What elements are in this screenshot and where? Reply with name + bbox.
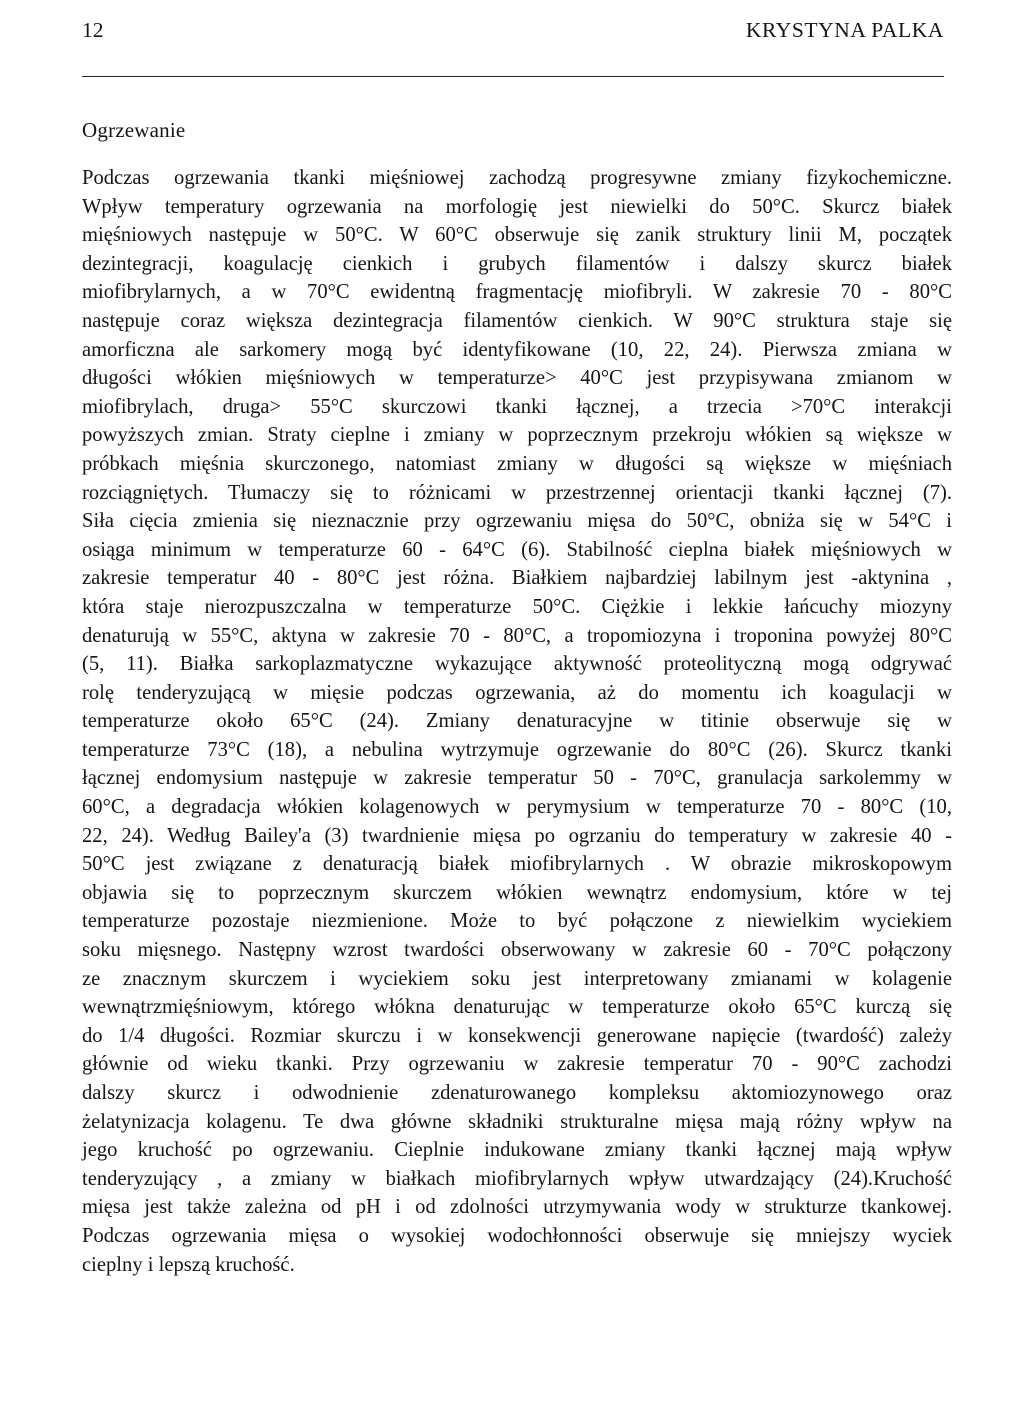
text-line: próbkach mięśnia skurczonego, natomiast zmiany w długości są większe w mięśniach bbox=[82, 452, 952, 475]
text-line: soku mięsnego. Następny wzrost twardości obserwowany w zakresie 60 - 70°C połączony bbox=[82, 939, 952, 962]
header-rule bbox=[82, 76, 944, 77]
text-line: długości włókien mięśniowych w temperaturze> 40°C jest przypisywana zmianom w bbox=[82, 367, 952, 390]
text-line: rolę tenderyzującą w mięsie podczas ogrzewania, aż do momentu ich koagulacji w bbox=[82, 681, 952, 704]
text-line: amorficzna ale sarkomery mogą być identyfikowane (10, 22, 24). Pierwsza zmiana w bbox=[82, 338, 952, 361]
text-line: temperaturze około 65°C (24). Zmiany denaturacyjne w titinie obserwuje się w bbox=[82, 710, 952, 733]
text-line: żelatynizacja kolagenu. Te dwa główne składniki strukturalne mięsa mają różny wpływ na bbox=[82, 1110, 952, 1133]
page-number: 12 bbox=[82, 18, 104, 42]
text-line: łącznej endomysium następuje w zakresie temperatur 50 - 70°C, granulacja sarkolemmy w bbox=[82, 767, 952, 790]
text-line: głównie od wieku tkanki. Przy ogrzewaniu w zakresie temperatur 70 - 90°C zachodzi bbox=[82, 1053, 952, 1076]
text-line: Podczas ogrzewania mięsa o wysokiej wodochłonności obserwuje się mniejszy wyciek bbox=[82, 1224, 952, 1247]
text-line: jego kruchość po ogrzewaniu. Cieplnie indukowane zmiany tkanki łącznej mają wpływ bbox=[82, 1139, 952, 1162]
text-line: temperaturze 73°C (18), a nebulina wytrzymuje ogrzewanie do 80°C (26). Skurcz tkanki bbox=[82, 738, 952, 761]
text-line: ze znacznym skurczem i wyciekiem soku jest interpretowany zmianami w kolagenie bbox=[82, 967, 952, 990]
text-line: tenderyzujący , a zmiany w białkach miofibrylarnych wpływ utwardzający (24).Kruchość bbox=[82, 1167, 952, 1190]
running-header bbox=[82, 14, 944, 46]
text-line: 60°C, a degradacja włókien kolagenowych w perymysium w temperaturze 70 - 80°C (10, bbox=[82, 796, 952, 819]
text-line: dezintegracji, koagulację cienkich i grubych filamentów i dalszy skurcz białek bbox=[82, 252, 952, 275]
section-heading: Ogrzewanie bbox=[82, 118, 186, 142]
text-line: która staje nierozpuszczalna w temperaturze 50°C. Ciężkie i lekkie łańcuchy miozyny bbox=[82, 595, 952, 618]
text-line: mięśniowych następuje w 50°C. W 60°C obserwuje się zanik struktury linii M, początek bbox=[82, 224, 952, 247]
text-line: cieplny i lepszą kruchość. bbox=[82, 1253, 295, 1276]
text-line: 50°C jest związane z denaturacją białek miofibrylarnych . W obrazie mikroskopowym bbox=[82, 853, 952, 876]
text-line: (5, 11). Białka sarkoplazmatyczne wykazujące aktywność proteolityczną mogą odgrywać bbox=[82, 653, 952, 676]
text-line: powyższych zmian. Straty cieplne i zmiany w poprzecznym przekroju włókien są większe w bbox=[82, 424, 952, 447]
text-line: Podczas ogrzewania tkanki mięśniowej zachodzą progresywne zmiany fizykochemiczne. bbox=[82, 167, 952, 189]
text-line: następuje coraz większa dezintegracja filamentów cienkich. W 90°C struktura staje się bbox=[82, 309, 952, 332]
text-line: miofibrylarnych, a w 70°C ewidentną fragmentację miofibryli. W zakresie 70 - 80°C bbox=[82, 281, 952, 304]
text-line: 22, 24). Według Bailey'a (3) twardnienie mięsa po ogrzaniu do temperatury w zakresie 40 - bbox=[82, 824, 952, 847]
text-line: wewnątrzmięśniowym, którego włókna denaturując w temperaturze około 65°C kurczą się bbox=[82, 996, 952, 1019]
text-line: Wpływ temperatury ogrzewania na morfologię jest niewielki do 50°C. Skurcz białek bbox=[82, 195, 952, 218]
running-title: KRYSTYNA PALKA bbox=[745, 18, 944, 42]
body-paragraph bbox=[82, 164, 952, 1279]
text-line: do 1/4 długości. Rozmiar skurczu i w konsekwencji generowane napięcie (twardość) zależy bbox=[82, 1024, 952, 1047]
text-line: miofibrylach, druga> 55°C skurczowi tkanki łącznej, a trzecia >70°C interakcji bbox=[82, 395, 952, 418]
text-line: denaturują w 55°C, aktyna w zakresie 70 - 80°C, a tropomiozyna i troponina powyżej 80°C bbox=[82, 624, 952, 647]
text-line: mięsa jest także zależna od pH i od zdolności utrzymywania wody w strukturze tkankowej. bbox=[82, 1196, 952, 1219]
text-line: objawia się to poprzecznym skurczem włókien wewnątrz endomysium, które w tej bbox=[82, 881, 952, 904]
text-line: rozciągniętych. Tłumaczy się to różnicami w przestrzennej orientacji tkanki łącznej (7). bbox=[82, 481, 952, 504]
text-line: Siła cięcia zmienia się nieznacznie przy ogrzewaniu mięsa do 50°C, obniża się w 54°C i bbox=[82, 510, 952, 533]
text-line: temperaturze pozostaje niezmienione. Może to być połączone z niewielkim wyciekiem bbox=[82, 910, 952, 933]
text-line: osiąga minimum w temperaturze 60 - 64°C (6). Stabilność cieplna białek mięśniowych w bbox=[82, 538, 952, 561]
text-line: dalszy skurcz i odwodnienie zdenaturowanego kompleksu aktomiozynowego oraz bbox=[82, 1082, 952, 1104]
text-line: zakresie temperatur 40 - 80°C jest różna. Białkiem najbardziej labilnym jest -aktynina , bbox=[82, 567, 952, 590]
